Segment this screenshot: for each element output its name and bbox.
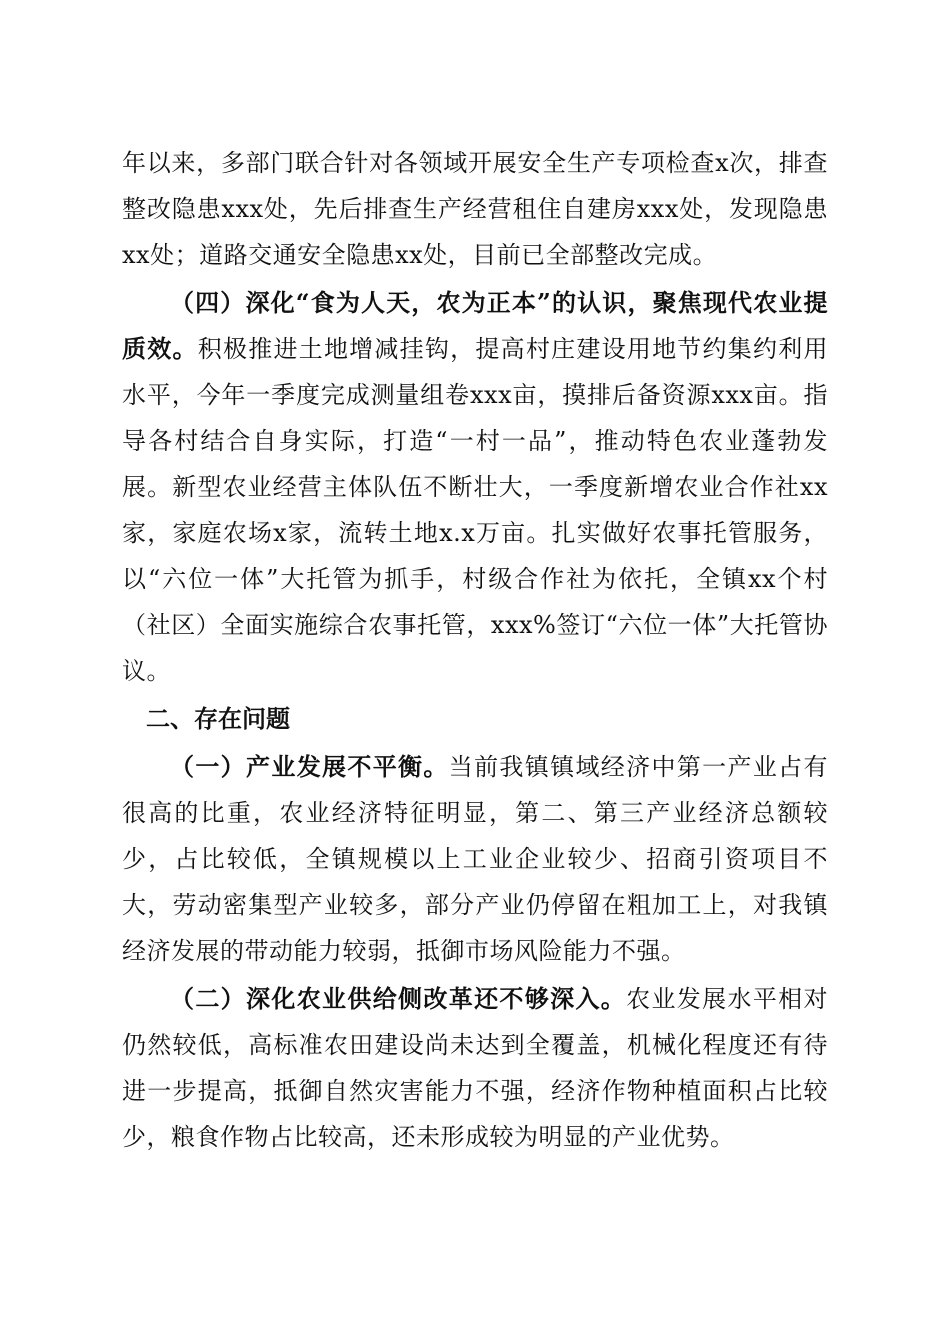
paragraph-lead: （二）深化农业供给侧改革还不够深入。 <box>170 984 627 1013</box>
paragraph-supply-side-reform <box>122 976 828 1160</box>
document-page <box>122 140 828 1160</box>
paragraph-industry-imbalance <box>122 744 828 974</box>
paragraph-lead: （四）深化“食为人天，农为正本”的认识，聚焦现代农业提质效。 <box>122 288 828 363</box>
paragraph-lead: （一）产业发展不平衡。 <box>170 752 449 781</box>
paragraph-agriculture-quality <box>122 280 828 694</box>
paragraph-text: 年以来，多部门联合针对各领域开展安全生产专项检查x次，排查整改隐患xxx处，先后排查生产经营租住自建房xxx处，发现隐患xx处；道路交通安全隐患xx处，目前已全部整改完成。 <box>122 149 828 269</box>
paragraph-safety-inspection <box>122 140 828 278</box>
paragraph-text: 当前我镇镇域经济中第一产业占有很高的比重，农业经济特征明显，第二、第三产业经济总额较少，占比较低，全镇规模以上工业企业较少、招商引资项目不大，劳动密集型产业较多，部分产业仍停留在粗加工上，对我镇经济发展的带动能力较弱，抵御市场风险能力不强。 <box>122 753 829 965</box>
paragraph-text: 农业发展水平相对仍然较低，高标准农田建设尚未达到全覆盖，机械化程度还有待进一步提高，抵御自然灾害能力不强，经济作物种植面积占比较少，粮食作物占比较高，还未形成较为明显的产业优势。 <box>122 985 829 1151</box>
paragraph-text: 积极推进土地增减挂钩，提高村庄建设用地节约集约利用水平，今年一季度完成测量组卷xxx亩，摸排后备资源xxx亩。指导各村结合自身实际，打造“一村一品”，推动特色农业蓬勃发展。新型农业经营主体队伍不断壮大，一季度新增农业合作社xx家，家庭农场x家，流转土地x.x万亩。扎实做好农事托管服务，以“六位一体”大托管为抓手，村级合作社为依托，全镇xx个村（社区）全面实施综合农事托管，xxx%签订“六位一体”大托管协议。 <box>122 335 829 685</box>
section-heading-problems: 二、存在问题 <box>146 705 290 733</box>
